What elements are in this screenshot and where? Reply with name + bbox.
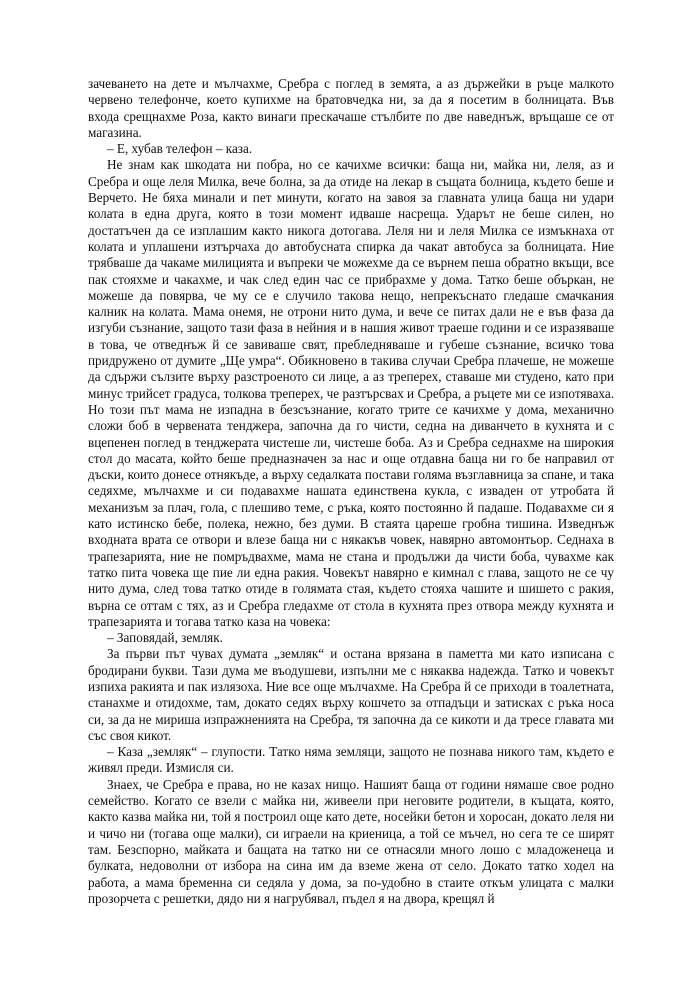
paragraph: – Каза „земляк“ – глупости. Татко няма земляци, защото не познава никого там, където е живял преди. Измисля си. xyxy=(88,744,614,776)
paragraph: Знаех, че Сребра е права, но не казах нищо. Нашият баща от години нямаше свое родно семейство. Когато се взели с майка ни, живеели при неговите родители, в къщата, която, както казва майка ни, той я построил още като дете, носейки бетон и хоросан, докато леля ни и чичо ни (тогава още малки), си играели на криеница, а той се мъчел, но сега те се ширят там. Безспорно, майката и бащата на татко ни се отнасяли много лошо с младоженеца и булката, недоволни от избора на сина им да вземе жена от село. Докато татко ходел на работа, а мама бременна си седяла у дома, за по-удобно в стаите откъм улицата с малки прозорчета с решетки, дядо ни я нагрубявал, пъдел я на двора, крещял й xyxy=(88,776,614,906)
paragraph: – Е, хубав телефон – каза. xyxy=(107,141,253,157)
paragraph: – Заповядай, земляк. xyxy=(107,630,223,646)
paragraph: зачеването на дете и мълчахме, Сребра с поглед в земята, а аз държейки в ръце малкото червено телефонче, което купихме на братовчедка ни, за да я посетим в болницата. Във входа срещнахме Роза, както винаги прескачаше стълбите по две наведнъж, връщаше се от магазина. xyxy=(88,76,614,140)
paragraph: Не знам как шкодата ни побра, но се качихме всички: баща ни, майка ни, леля, аз и Сребра и още леля Милка, вече болна, за да отиде на лекар в същата болница, където беше и Верчето. Не бяха минали и пет минути, когато на завоя за главната улица баща ни удари колата в една друга, която в този момент идваше насреща. Ударът не беше силен, но достатъчен да се изплашим както никога дотогава. Леля ни и леля Милка се измъкнаха от колата и уплашени изтърчаха до автобусната спирка да чакат автобуса за болницата. Ние трябваше да чакаме милицията и въпреки че можехме да се върнем пеша обратно вкъщи, все пак стояхме и чакахме, и чак след един час се прибрахме у дома. Татко беше объркан, не можеше да повярва, че му се е случило такова нещо, непрекъснато гледаше смачкания калник на колата. Мама онемя, не отрони нито дума, и вече се питах дали не е във фаза да изгуби съзнание, защото тази фаза в нейния и в нашия живот траеше години и се изразяваше в това, че отведнъж й се завиваше свят, пребледняваше и губеше съзнание, всичко това придружено от думите „Ще умра“. Обикновено в такива случаи Сребра плачеше, не можеше да сдържи сълзите върху разстроеното си лице, а аз треперех, ставаше ми студено, като при минус трийсет градуса, толкова треперех, че разтърсвах и Сребра, а ръцете ми се изпотяваха. Но този път мама не изпадна в безсъзнание, когато трите се качихме у дома, механично сложи боб в червената тенджера, започна да го чисти, седна на диванчето в кухнята и с вцепенен поглед в тенджерата чистеше ли, чистеше боба. Аз и Сребра седнахме на широкия стол до масата, който беше предназначен за нас и още отдавна баща ни го бе направил от дъски, които донесе отнякъде, а върху седалката постави голяма възглавница за спане, и така седяхме, мълчахме и си подавахме нашата единствена кукла, с изваден от утробата й механизъм за плач, гола, с плешиво теме, с ръка, която постоянно й падаше. Подавахме си я като истинско бебе, полека, нежно, без думи. В стаята цареше гробна тишина. Изведнъж входната врата се отвори и влезе баща ни с някакъв човек, навярно автомонтьор. Седнаха в трапезарията, ние не помръдвахме, мама не стана и продължи да чисти боба, чувахме как татко пита човека ще пие ли една ракия. Човекът навярно е кимнал с глава, защото не се чу нито дума, след това татко отиде в голямата стая, където стояха чашите и шишето с ракия, върна се оттам с тях, аз и Сребра гледахме от стола в кухнята през отвора между кухнята и трапезарията и тогава татко каза на човека: xyxy=(88,157,614,629)
paragraph: За първи път чувах думата „земляк“ и остана врязана в паметта ми като изписана с бродирани букви. Тази дума ме въодушеви, изпълни ме с някаква надежда. Татко и човекът изпиха ракията и пак излязоха. Ние все още мълчахме. На Сребра й се приходи в тоалетната, станахме и отидохме, там, докато седях върху кошчето за отпадъци и затисках с ръка носа си, за да не мириша изпражненията на Сребра, тя започна да се кикоти и да тресе главата ми със своя кикот. xyxy=(88,646,614,743)
body-text xyxy=(88,76,614,907)
